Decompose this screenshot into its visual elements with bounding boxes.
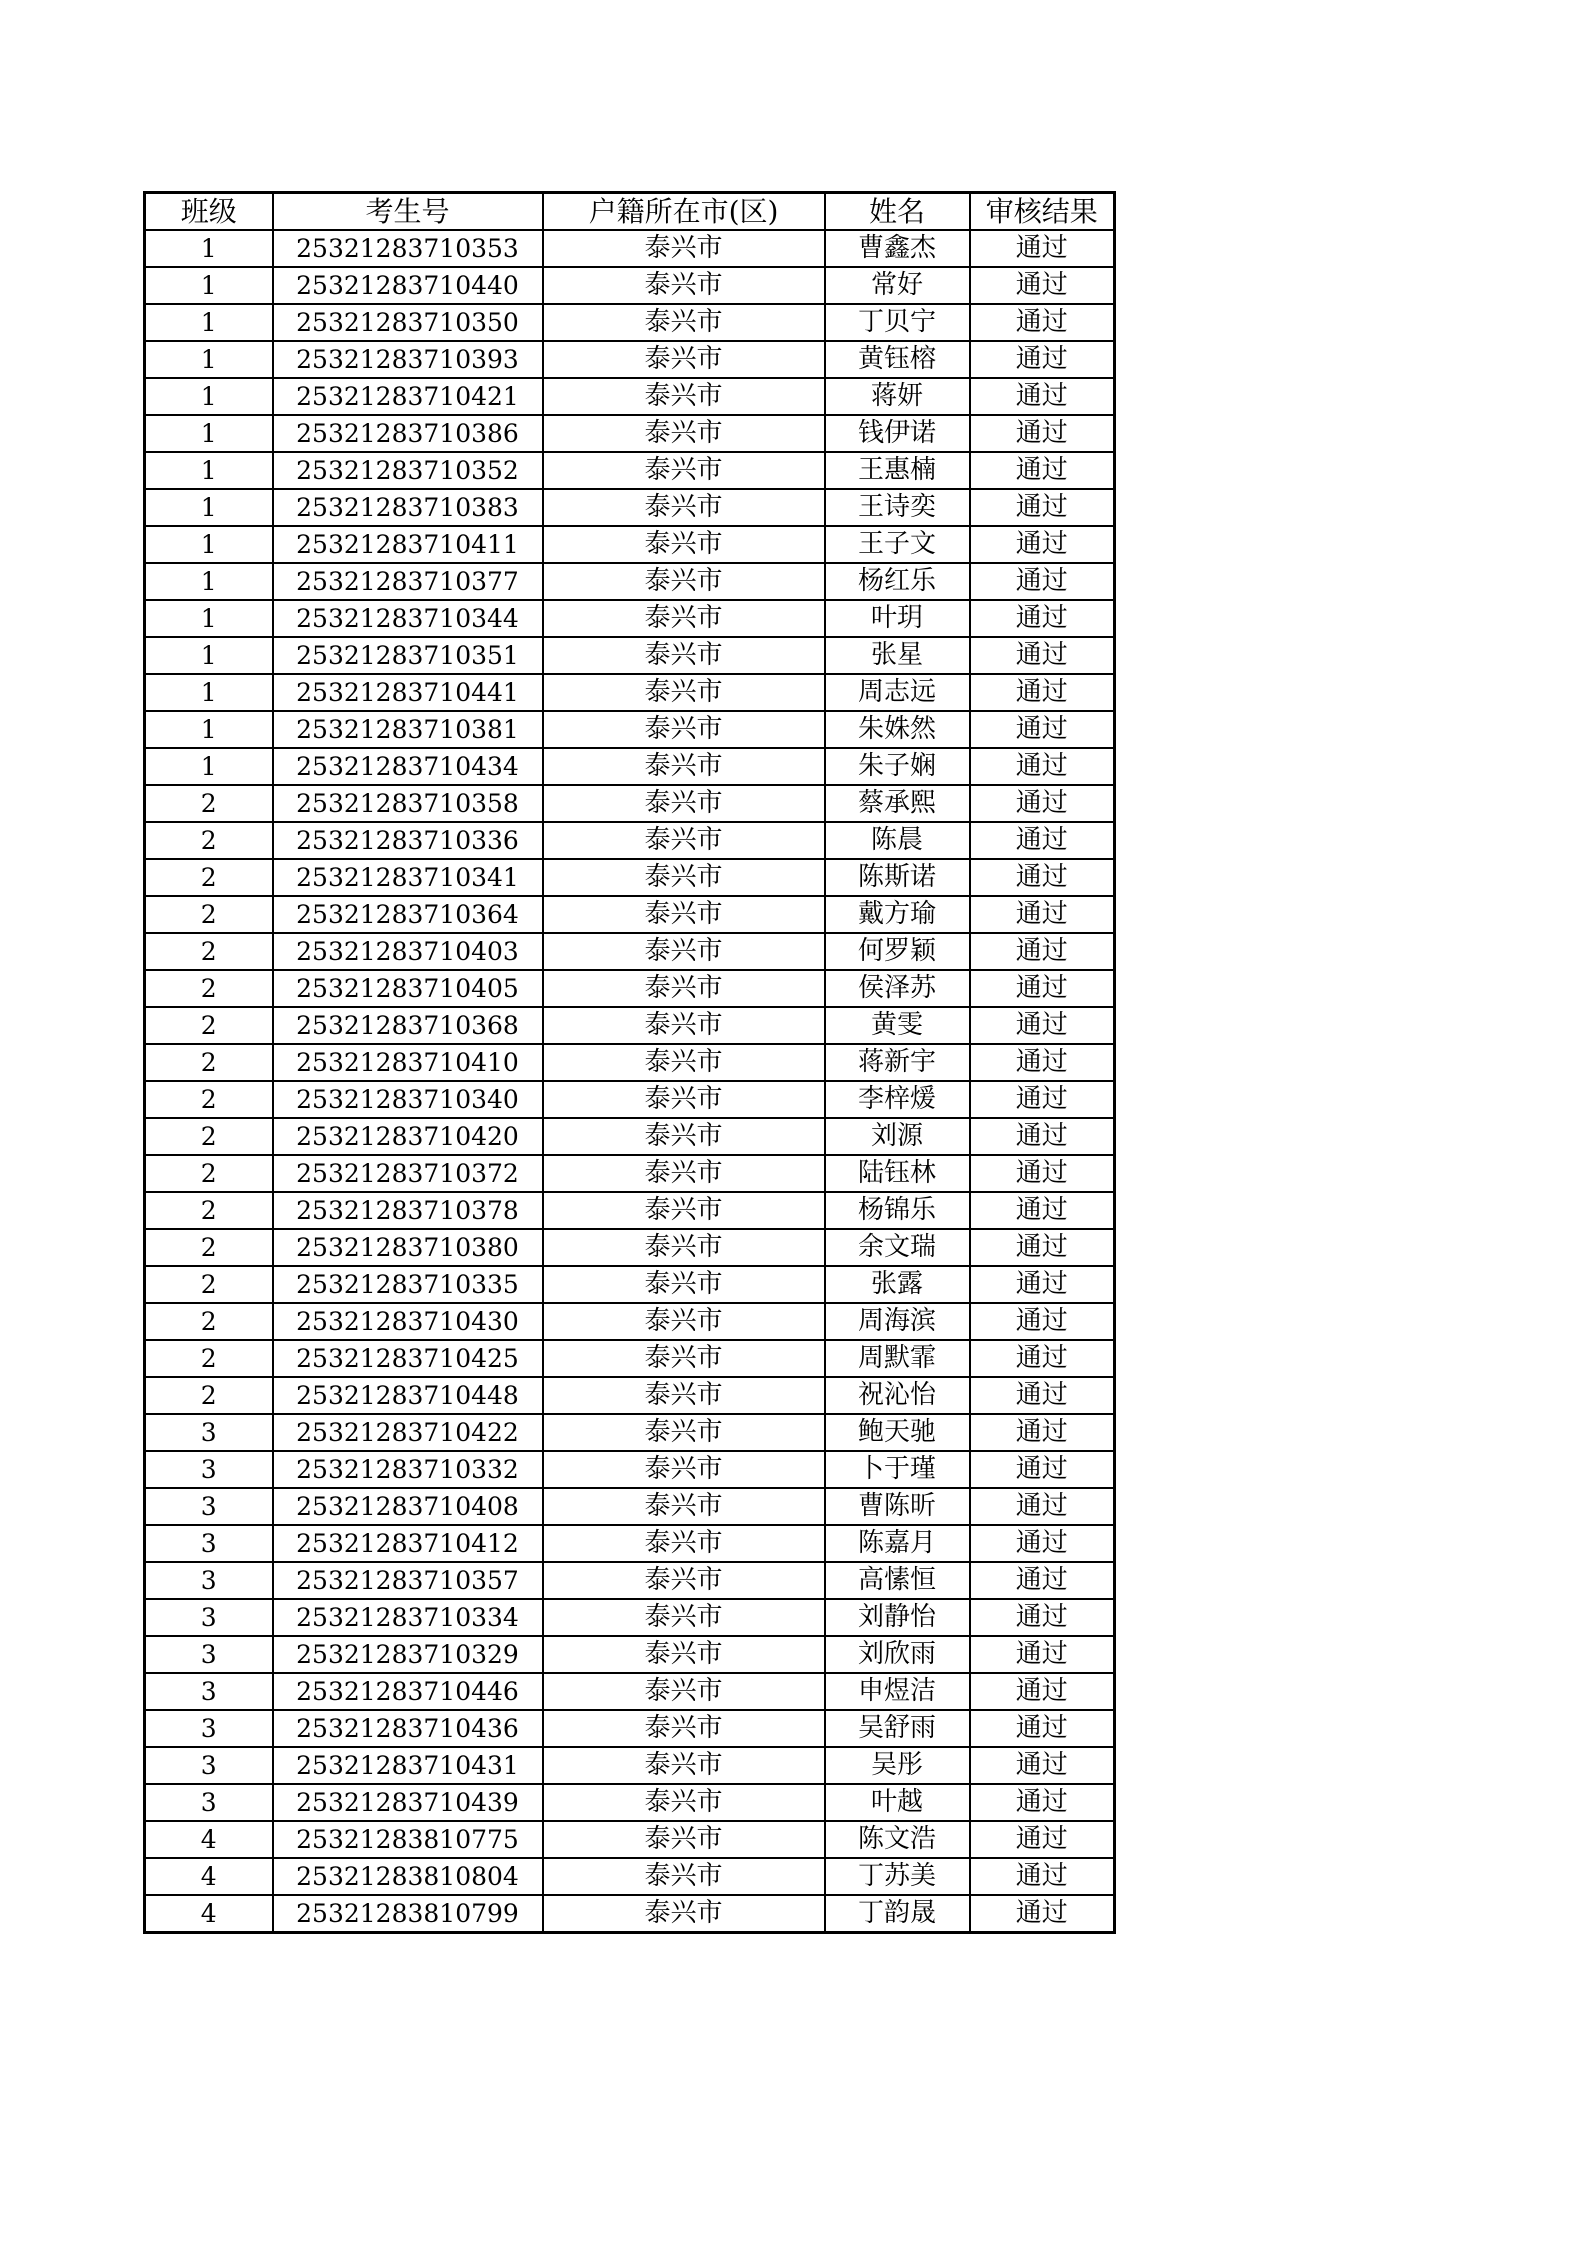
table-row (145, 1192, 1115, 1229)
cell-class: 2 (145, 1266, 273, 1303)
table-row (145, 1525, 1115, 1562)
cell-household-city: 泰兴市 (543, 1858, 825, 1895)
cell-exam-number: 25321283710425 (273, 1340, 543, 1377)
cell-exam-number: 25321283710436 (273, 1710, 543, 1747)
cell-name: 蔡承熙 (825, 785, 970, 822)
cell-class: 1 (145, 489, 273, 526)
header-name: 姓名 (825, 193, 970, 231)
cell-exam-number: 25321283710383 (273, 489, 543, 526)
table-row (145, 415, 1115, 452)
cell-class: 2 (145, 1303, 273, 1340)
cell-household-city: 泰兴市 (543, 452, 825, 489)
cell-exam-number: 25321283810799 (273, 1895, 543, 1933)
cell-name: 叶越 (825, 1784, 970, 1821)
cell-exam-number: 25321283710352 (273, 452, 543, 489)
cell-review-result: 通过 (970, 526, 1115, 563)
table-row (145, 1747, 1115, 1784)
cell-name: 杨红乐 (825, 563, 970, 600)
cell-name: 张星 (825, 637, 970, 674)
table-row (145, 1340, 1115, 1377)
cell-name: 陈晨 (825, 822, 970, 859)
cell-household-city: 泰兴市 (543, 711, 825, 748)
cell-name: 王诗奕 (825, 489, 970, 526)
cell-exam-number: 25321283710380 (273, 1229, 543, 1266)
table-row (145, 452, 1115, 489)
cell-household-city: 泰兴市 (543, 1488, 825, 1525)
cell-household-city: 泰兴市 (543, 1081, 825, 1118)
cell-exam-number: 25321283710434 (273, 748, 543, 785)
cell-exam-number: 25321283710381 (273, 711, 543, 748)
cell-review-result: 通过 (970, 1858, 1115, 1895)
cell-class: 3 (145, 1599, 273, 1636)
cell-exam-number: 25321283710448 (273, 1377, 543, 1414)
cell-class: 3 (145, 1562, 273, 1599)
cell-class: 3 (145, 1488, 273, 1525)
cell-household-city: 泰兴市 (543, 304, 825, 341)
cell-class: 2 (145, 1340, 273, 1377)
table-body (145, 230, 1115, 1933)
cell-exam-number: 25321283710430 (273, 1303, 543, 1340)
table-row (145, 1562, 1115, 1599)
cell-name: 王惠楠 (825, 452, 970, 489)
cell-household-city: 泰兴市 (543, 489, 825, 526)
cell-exam-number: 25321283710332 (273, 1451, 543, 1488)
table-row (145, 526, 1115, 563)
cell-household-city: 泰兴市 (543, 970, 825, 1007)
cell-name: 高愫恒 (825, 1562, 970, 1599)
cell-name: 黄雯 (825, 1007, 970, 1044)
table-row (145, 822, 1115, 859)
cell-exam-number: 25321283710368 (273, 1007, 543, 1044)
cell-class: 4 (145, 1895, 273, 1933)
cell-review-result: 通过 (970, 1895, 1115, 1933)
cell-review-result: 通过 (970, 1451, 1115, 1488)
cell-name: 吴舒雨 (825, 1710, 970, 1747)
cell-name: 叶玥 (825, 600, 970, 637)
cell-household-city: 泰兴市 (543, 1784, 825, 1821)
table-row (145, 1784, 1115, 1821)
cell-household-city: 泰兴市 (543, 1747, 825, 1784)
cell-review-result: 通过 (970, 1340, 1115, 1377)
table-row (145, 1229, 1115, 1266)
cell-name: 鲍天驰 (825, 1414, 970, 1451)
cell-class: 1 (145, 563, 273, 600)
cell-name: 刘源 (825, 1118, 970, 1155)
table-row (145, 1303, 1115, 1340)
cell-name: 刘静怡 (825, 1599, 970, 1636)
cell-household-city: 泰兴市 (543, 526, 825, 563)
table-row (145, 341, 1115, 378)
cell-household-city: 泰兴市 (543, 267, 825, 304)
cell-class: 1 (145, 748, 273, 785)
table-row (145, 267, 1115, 304)
cell-review-result: 通过 (970, 970, 1115, 1007)
cell-class: 2 (145, 822, 273, 859)
cell-review-result: 通过 (970, 637, 1115, 674)
cell-review-result: 通过 (970, 489, 1115, 526)
table-row (145, 1266, 1115, 1303)
cell-name: 刘欣雨 (825, 1636, 970, 1673)
cell-exam-number: 25321283710350 (273, 304, 543, 341)
cell-name: 朱子娴 (825, 748, 970, 785)
cell-exam-number: 25321283710358 (273, 785, 543, 822)
cell-household-city: 泰兴市 (543, 748, 825, 785)
cell-class: 1 (145, 304, 273, 341)
cell-class: 2 (145, 859, 273, 896)
cell-review-result: 通过 (970, 822, 1115, 859)
cell-class: 1 (145, 378, 273, 415)
cell-class: 3 (145, 1636, 273, 1673)
cell-household-city: 泰兴市 (543, 1007, 825, 1044)
cell-exam-number: 25321283710341 (273, 859, 543, 896)
table-row (145, 1895, 1115, 1933)
cell-review-result: 通过 (970, 1562, 1115, 1599)
cell-name: 朱姝然 (825, 711, 970, 748)
cell-name: 蒋新宇 (825, 1044, 970, 1081)
cell-exam-number: 25321283710329 (273, 1636, 543, 1673)
table-row (145, 1673, 1115, 1710)
cell-exam-number: 25321283710357 (273, 1562, 543, 1599)
cell-class: 2 (145, 1007, 273, 1044)
cell-name: 申煜洁 (825, 1673, 970, 1710)
cell-review-result: 通过 (970, 563, 1115, 600)
cell-name: 侯泽苏 (825, 970, 970, 1007)
table-row (145, 1636, 1115, 1673)
cell-exam-number: 25321283710441 (273, 674, 543, 711)
cell-exam-number: 25321283710386 (273, 415, 543, 452)
cell-class: 2 (145, 785, 273, 822)
cell-review-result: 通过 (970, 859, 1115, 896)
cell-class: 2 (145, 1155, 273, 1192)
cell-class: 3 (145, 1525, 273, 1562)
cell-name: 李梓煖 (825, 1081, 970, 1118)
cell-household-city: 泰兴市 (543, 600, 825, 637)
cell-household-city: 泰兴市 (543, 563, 825, 600)
cell-household-city: 泰兴市 (543, 637, 825, 674)
cell-household-city: 泰兴市 (543, 1636, 825, 1673)
cell-class: 1 (145, 452, 273, 489)
table-row (145, 785, 1115, 822)
table-row (145, 896, 1115, 933)
cell-household-city: 泰兴市 (543, 415, 825, 452)
cell-review-result: 通过 (970, 1525, 1115, 1562)
cell-review-result: 通过 (970, 415, 1115, 452)
cell-review-result: 通过 (970, 1266, 1115, 1303)
cell-household-city: 泰兴市 (543, 933, 825, 970)
cell-class: 3 (145, 1673, 273, 1710)
table-row (145, 711, 1115, 748)
cell-name: 戴方瑜 (825, 896, 970, 933)
table-row (145, 748, 1115, 785)
cell-exam-number: 25321283710421 (273, 378, 543, 415)
cell-review-result: 通过 (970, 378, 1115, 415)
cell-review-result: 通过 (970, 1414, 1115, 1451)
cell-class: 1 (145, 674, 273, 711)
table-row (145, 674, 1115, 711)
table-row (145, 1081, 1115, 1118)
cell-review-result: 通过 (970, 1599, 1115, 1636)
cell-name: 丁韵晟 (825, 1895, 970, 1933)
table-row (145, 1377, 1115, 1414)
cell-class: 2 (145, 1118, 273, 1155)
cell-class: 3 (145, 1710, 273, 1747)
cell-name: 黄钰榕 (825, 341, 970, 378)
cell-review-result: 通过 (970, 1377, 1115, 1414)
cell-name: 周志远 (825, 674, 970, 711)
cell-exam-number: 25321283710420 (273, 1118, 543, 1155)
cell-review-result: 通过 (970, 933, 1115, 970)
cell-class: 1 (145, 267, 273, 304)
cell-household-city: 泰兴市 (543, 1377, 825, 1414)
cell-exam-number: 25321283710408 (273, 1488, 543, 1525)
table-row (145, 230, 1115, 267)
header-household-city: 户籍所在市(区) (543, 193, 825, 231)
cell-exam-number: 25321283710393 (273, 341, 543, 378)
table-row (145, 637, 1115, 674)
cell-class: 2 (145, 933, 273, 970)
cell-household-city: 泰兴市 (543, 1895, 825, 1933)
cell-class: 4 (145, 1821, 273, 1858)
cell-household-city: 泰兴市 (543, 1229, 825, 1266)
cell-review-result: 通过 (970, 1784, 1115, 1821)
cell-name: 蒋妍 (825, 378, 970, 415)
cell-class: 2 (145, 970, 273, 1007)
cell-household-city: 泰兴市 (543, 1673, 825, 1710)
table-row (145, 563, 1115, 600)
cell-review-result: 通过 (970, 267, 1115, 304)
cell-household-city: 泰兴市 (543, 859, 825, 896)
cell-review-result: 通过 (970, 1673, 1115, 1710)
review-result-table (143, 191, 1116, 1934)
cell-exam-number: 25321283710372 (273, 1155, 543, 1192)
table-row (145, 1044, 1115, 1081)
cell-class: 2 (145, 1081, 273, 1118)
table-row (145, 970, 1115, 1007)
table-row (145, 1710, 1115, 1747)
cell-class: 3 (145, 1747, 273, 1784)
table-row (145, 1118, 1115, 1155)
table-row (145, 1155, 1115, 1192)
cell-exam-number: 25321283710410 (273, 1044, 543, 1081)
table-row (145, 378, 1115, 415)
cell-class: 2 (145, 896, 273, 933)
cell-household-city: 泰兴市 (543, 1155, 825, 1192)
table-row (145, 1821, 1115, 1858)
cell-household-city: 泰兴市 (543, 1266, 825, 1303)
header-exam-number: 考生号 (273, 193, 543, 231)
cell-class: 1 (145, 415, 273, 452)
cell-exam-number: 25321283710344 (273, 600, 543, 637)
cell-name: 丁苏美 (825, 1858, 970, 1895)
cell-exam-number: 25321283710340 (273, 1081, 543, 1118)
cell-exam-number: 25321283710440 (273, 267, 543, 304)
cell-exam-number: 25321283710439 (273, 1784, 543, 1821)
cell-name: 钱伊诺 (825, 415, 970, 452)
cell-name: 卜于瑾 (825, 1451, 970, 1488)
table-row (145, 859, 1115, 896)
cell-exam-number: 25321283710405 (273, 970, 543, 1007)
cell-household-city: 泰兴市 (543, 1821, 825, 1858)
cell-exam-number: 25321283710364 (273, 896, 543, 933)
cell-household-city: 泰兴市 (543, 1044, 825, 1081)
cell-name: 杨锦乐 (825, 1192, 970, 1229)
cell-household-city: 泰兴市 (543, 1562, 825, 1599)
cell-review-result: 通过 (970, 1229, 1115, 1266)
cell-class: 3 (145, 1414, 273, 1451)
header-row (145, 193, 1115, 231)
cell-name: 曹鑫杰 (825, 230, 970, 267)
cell-exam-number: 25321283710336 (273, 822, 543, 859)
cell-household-city: 泰兴市 (543, 378, 825, 415)
cell-name: 余文瑞 (825, 1229, 970, 1266)
cell-review-result: 通过 (970, 1636, 1115, 1673)
cell-household-city: 泰兴市 (543, 674, 825, 711)
cell-household-city: 泰兴市 (543, 896, 825, 933)
cell-name: 周默霏 (825, 1340, 970, 1377)
table-row (145, 1451, 1115, 1488)
cell-review-result: 通过 (970, 748, 1115, 785)
cell-review-result: 通过 (970, 711, 1115, 748)
cell-household-city: 泰兴市 (543, 1525, 825, 1562)
table-row (145, 1599, 1115, 1636)
table-row (145, 489, 1115, 526)
cell-review-result: 通过 (970, 452, 1115, 489)
cell-class: 1 (145, 637, 273, 674)
cell-household-city: 泰兴市 (543, 1414, 825, 1451)
cell-household-city: 泰兴市 (543, 341, 825, 378)
cell-exam-number: 25321283710351 (273, 637, 543, 674)
cell-name: 陆钰林 (825, 1155, 970, 1192)
cell-name: 何罗颖 (825, 933, 970, 970)
cell-class: 3 (145, 1451, 273, 1488)
cell-review-result: 通过 (970, 1192, 1115, 1229)
cell-class: 2 (145, 1229, 273, 1266)
cell-household-city: 泰兴市 (543, 1710, 825, 1747)
cell-review-result: 通过 (970, 1821, 1115, 1858)
cell-review-result: 通过 (970, 304, 1115, 341)
cell-name: 陈斯诺 (825, 859, 970, 896)
cell-name: 丁贝宁 (825, 304, 970, 341)
cell-household-city: 泰兴市 (543, 1599, 825, 1636)
cell-exam-number: 25321283710403 (273, 933, 543, 970)
cell-household-city: 泰兴市 (543, 822, 825, 859)
cell-class: 1 (145, 711, 273, 748)
cell-class: 2 (145, 1377, 273, 1414)
cell-class: 2 (145, 1044, 273, 1081)
table-row (145, 1488, 1115, 1525)
cell-household-city: 泰兴市 (543, 1340, 825, 1377)
cell-review-result: 通过 (970, 1118, 1115, 1155)
cell-household-city: 泰兴市 (543, 785, 825, 822)
header-class: 班级 (145, 193, 273, 231)
cell-review-result: 通过 (970, 1710, 1115, 1747)
cell-class: 1 (145, 526, 273, 563)
cell-name: 祝沁怡 (825, 1377, 970, 1414)
cell-review-result: 通过 (970, 785, 1115, 822)
cell-review-result: 通过 (970, 1007, 1115, 1044)
cell-name: 曹陈昕 (825, 1488, 970, 1525)
cell-household-city: 泰兴市 (543, 1192, 825, 1229)
cell-exam-number: 25321283810775 (273, 1821, 543, 1858)
cell-exam-number: 25321283710335 (273, 1266, 543, 1303)
cell-name: 周海滨 (825, 1303, 970, 1340)
cell-name: 吴彤 (825, 1747, 970, 1784)
cell-exam-number: 25321283710378 (273, 1192, 543, 1229)
cell-exam-number: 25321283710431 (273, 1747, 543, 1784)
cell-name: 陈嘉月 (825, 1525, 970, 1562)
cell-review-result: 通过 (970, 1081, 1115, 1118)
cell-review-result: 通过 (970, 1747, 1115, 1784)
table-row (145, 1007, 1115, 1044)
cell-name: 张露 (825, 1266, 970, 1303)
cell-class: 3 (145, 1784, 273, 1821)
cell-exam-number: 25321283710412 (273, 1525, 543, 1562)
table-row (145, 933, 1115, 970)
cell-class: 4 (145, 1858, 273, 1895)
cell-class: 2 (145, 1192, 273, 1229)
cell-review-result: 通过 (970, 1044, 1115, 1081)
cell-exam-number: 25321283710353 (273, 230, 543, 267)
cell-exam-number: 25321283710446 (273, 1673, 543, 1710)
cell-exam-number: 25321283710411 (273, 526, 543, 563)
cell-review-result: 通过 (970, 341, 1115, 378)
cell-review-result: 通过 (970, 674, 1115, 711)
cell-exam-number: 25321283710334 (273, 1599, 543, 1636)
cell-class: 1 (145, 230, 273, 267)
cell-class: 1 (145, 341, 273, 378)
cell-household-city: 泰兴市 (543, 1303, 825, 1340)
table-row (145, 1414, 1115, 1451)
cell-review-result: 通过 (970, 896, 1115, 933)
cell-exam-number: 25321283710422 (273, 1414, 543, 1451)
cell-name: 常好 (825, 267, 970, 304)
cell-review-result: 通过 (970, 1155, 1115, 1192)
table-row (145, 1858, 1115, 1895)
cell-name: 陈文浩 (825, 1821, 970, 1858)
cell-class: 1 (145, 600, 273, 637)
cell-review-result: 通过 (970, 230, 1115, 267)
cell-review-result: 通过 (970, 1488, 1115, 1525)
cell-review-result: 通过 (970, 1303, 1115, 1340)
cell-household-city: 泰兴市 (543, 1451, 825, 1488)
cell-household-city: 泰兴市 (543, 230, 825, 267)
table-row (145, 304, 1115, 341)
table-row (145, 600, 1115, 637)
header-review-result: 审核结果 (970, 193, 1115, 231)
cell-household-city: 泰兴市 (543, 1118, 825, 1155)
cell-review-result: 通过 (970, 600, 1115, 637)
cell-exam-number: 25321283810804 (273, 1858, 543, 1895)
cell-name: 王子文 (825, 526, 970, 563)
cell-exam-number: 25321283710377 (273, 563, 543, 600)
